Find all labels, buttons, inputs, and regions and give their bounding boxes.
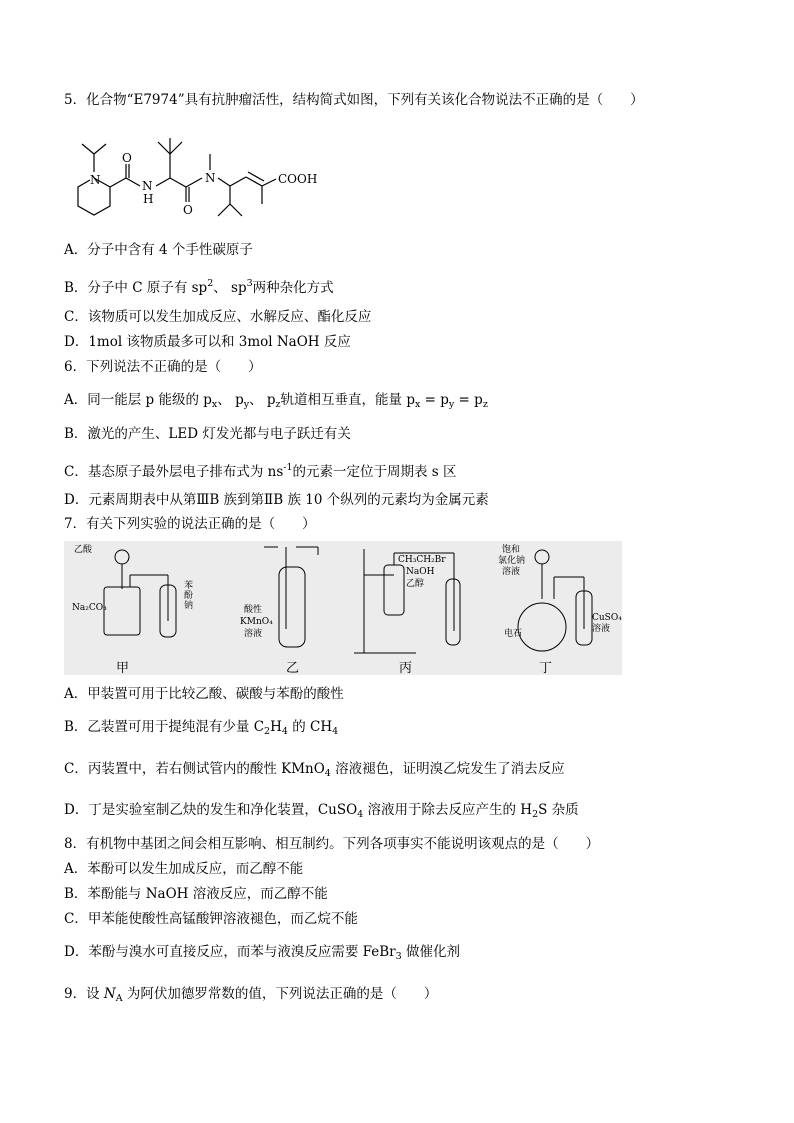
nh-h-label: H xyxy=(143,192,154,206)
q6-option-a: A．同一能层 p 能级的 $p_x$、 $p_y$、 $p_z$轨道相互垂直，能量 $p_x = p_y = p_z$ xyxy=(64,392,488,410)
q6-stem: 6．下列说法不正确的是（ ） xyxy=(64,359,262,375)
q8-stem: 8．有机物中基团之间会相互影响、相互制约。下列各项事实不能说明该观点的是（ ） xyxy=(64,836,600,852)
q7-stem: 7．有关下列实验的说法正确的是（ ） xyxy=(64,516,316,532)
q7-option-d: D．丁是实验室制乙炔的发生和净化装置，CuSO$_4$ 溶液用于除去反应产生的 $H_2S$ 杂质 xyxy=(64,802,579,820)
q7-option-a: A．甲装置可用于比较乙酸、碳酸与苯酚的酸性 xyxy=(64,686,344,702)
q5-option-b: B．分子中 C 原子有 $sp^2$、 $sp^3$两种杂化方式 xyxy=(64,278,334,296)
q5-option-c: C．该物质可以发生加成反应、水解反应、酯化反应 xyxy=(64,309,372,325)
q9-stem: 9．设 $N_A$ 为阿伏加德罗常数的值，下列说法正确的是（ ） xyxy=(64,986,438,1004)
label-cuso4: CuSO₄ xyxy=(592,613,622,623)
cooh-label: COOH xyxy=(278,172,318,186)
label-cuso4-solution: 溶液 xyxy=(592,624,611,634)
n-methyl-label: N xyxy=(205,171,216,185)
label-brine-3: 溶液 xyxy=(502,567,521,577)
q7-option-c: C．丙装置中，若右侧试管内的酸性 KMnO$_4$ 溶液褪色，证明溴乙烷发生了消去反应 xyxy=(64,761,565,779)
label-ch3ch2br: CH₃CH₂Br xyxy=(398,555,446,565)
figure-label-yi: 乙 xyxy=(286,661,300,676)
o-atom-label-1: O xyxy=(122,151,132,165)
label-phenolate: 苯酚钠 xyxy=(184,581,194,611)
figure-label-bing: 丙 xyxy=(399,661,413,676)
q7-option-b: B．乙装置可用于提纯混有少量 $C_2H_4$ 的 $CH_4$ xyxy=(64,719,339,737)
q8-option-a: A．苯酚可以发生加成反应，而乙醇不能 xyxy=(64,861,304,877)
label-acidic: 酸性 xyxy=(244,605,263,615)
q5-structure-diagram xyxy=(64,126,326,232)
nh-n-label: N xyxy=(142,179,153,193)
q5-option-a: A．分子中含有 4 个手性碳原子 xyxy=(64,242,253,258)
label-naoh: NaOH xyxy=(406,567,435,577)
q6-option-d: D．元素周期表中从第ⅢB 族到第ⅡB 族 10 个纵列的元素均为金属元素 xyxy=(64,492,489,508)
q8-option-c: C．甲苯能使酸性高锰酸钾溶液褪色，而乙烷不能 xyxy=(64,911,358,927)
apparatus-drawing xyxy=(64,541,622,675)
q5-option-d: D．1mol 该物质最多可以和 3mol NaOH 反应 xyxy=(64,334,351,350)
q8-option-d: D．苯酚与溴水可直接反应，而苯与液溴反应需要 FeBr$_3$ 做催化剂 xyxy=(64,944,460,962)
q6-option-b: B．激光的产生、LED 灯发光都与电子跃迁有关 xyxy=(64,426,351,442)
label-kmno4: KMnO₄ xyxy=(240,617,273,627)
figure-label-jia: 甲 xyxy=(116,661,130,676)
label-acetic-acid: 乙酸 xyxy=(74,545,93,555)
label-na2co3: Na₂CO₃ xyxy=(72,603,107,613)
label-ethanol: 乙醇 xyxy=(406,579,425,589)
q8-option-b: B．苯酚能与 NaOH 溶液反应，而乙醇不能 xyxy=(64,886,328,902)
q7-apparatus-figure xyxy=(64,541,622,675)
label-kmno4-solution: 溶液 xyxy=(244,629,263,639)
n-atom-label: N xyxy=(90,173,101,187)
q6-option-c: C．基态原子最外层电子排布式为 $ns^{-1}$的元素一定位于周期表 s 区 xyxy=(64,462,457,480)
o-atom-label-2: O xyxy=(183,203,193,217)
label-brine-2: 氯化钠 xyxy=(498,556,526,566)
label-brine-1: 饱和 xyxy=(502,545,521,555)
label-carbide: 电石 xyxy=(504,629,523,639)
figure-label-ding: 丁 xyxy=(539,661,553,676)
q5-stem: 5．化合物“E7974”具有抗肿瘤活性，结构简式如图，下列有关该化合物说法不正确的是（ ） xyxy=(64,92,644,108)
